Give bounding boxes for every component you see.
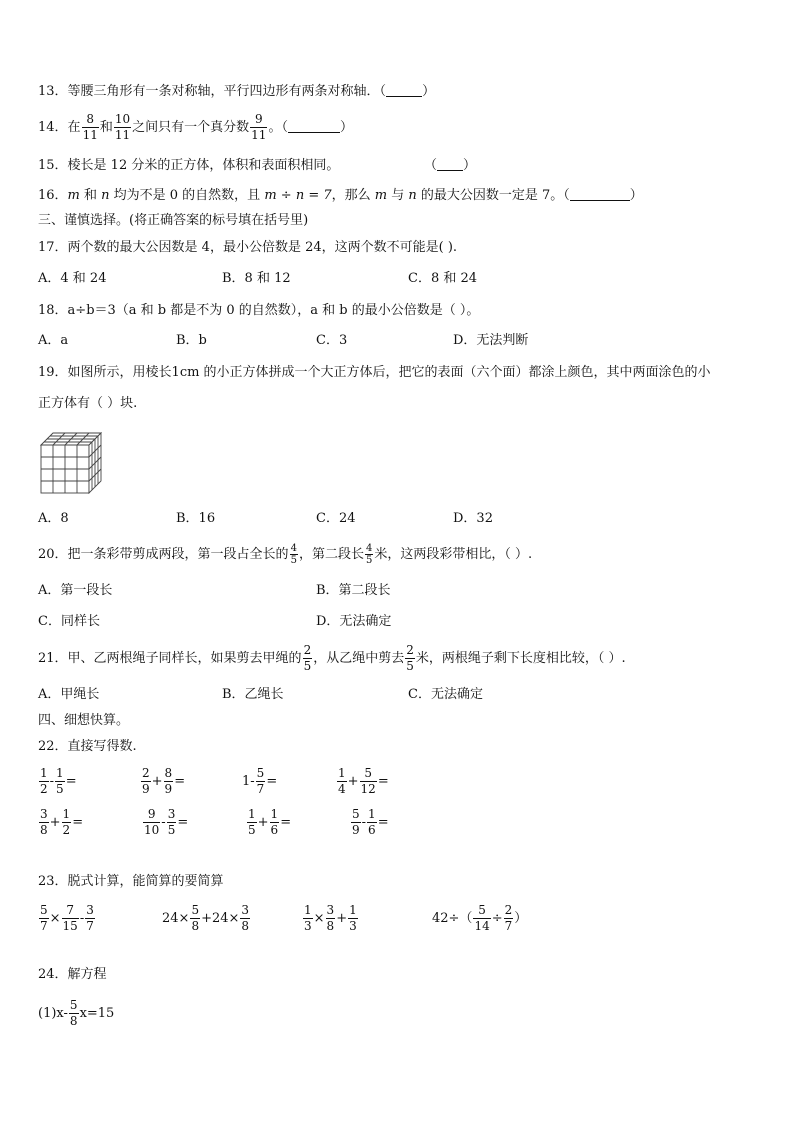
- q23-expr-d: 42÷（ $\frac{5}{14}$ ÷ $\frac{2}{7}$ ）: [432, 903, 528, 933]
- question-21: [38, 643, 626, 675]
- answer-blank[interactable]: [386, 84, 422, 97]
- question-16: [38, 188, 643, 204]
- option-c[interactable]: C．无法确定: [408, 687, 483, 702]
- q15-open: （: [424, 158, 438, 173]
- fraction: $\frac{4}{5}$: [290, 543, 297, 566]
- question-18: [38, 303, 479, 319]
- q22-expr-6: $\frac{9}{10}$ - $\frac{3}{5}$ =: [144, 807, 189, 837]
- option-c[interactable]: C．24: [316, 511, 356, 526]
- answer-blank[interactable]: [570, 188, 630, 201]
- question-24: [38, 967, 107, 983]
- option-a[interactable]: A．a: [38, 333, 69, 348]
- q16-text: ，那么: [331, 188, 375, 203]
- var-m: m: [374, 188, 388, 203]
- option-d[interactable]: D．32: [453, 511, 493, 526]
- fraction: $\frac{2}{5}$: [406, 643, 414, 673]
- q23-text: 脱式计算，能简算的要简算: [67, 874, 224, 889]
- q21-text: 甲、乙两根绳子同样长，如果剪去甲绳的: [67, 651, 302, 666]
- q22-text: 直接写得数.: [67, 739, 137, 754]
- var-n: n: [408, 188, 417, 203]
- option-c[interactable]: C．同样长: [38, 614, 100, 629]
- option-a[interactable]: A．甲绳长: [38, 687, 100, 702]
- q19-text: 如图所示，用棱长1cm 的小正方体拼成一个大正方体后，把它的表面（六个面）都涂上颜色，其中两面涂色的小: [67, 365, 711, 380]
- q22-expr-7: $\frac{1}{5}$ + $\frac{1}{6}$ =: [248, 807, 292, 837]
- q14-text: 之间只有一个真分数: [132, 120, 250, 135]
- option-b[interactable]: B．b: [176, 333, 207, 348]
- q17-text: 两个数的最大公因数是 4，最小公倍数是 24，这两个数不可能是( ).: [67, 240, 458, 255]
- option-b[interactable]: B．乙绳长: [222, 687, 284, 702]
- option-a[interactable]: A．第一段长: [38, 583, 113, 598]
- option-a[interactable]: A．8: [38, 511, 69, 526]
- q18-text: a÷b＝3（a 和 b 都是不为 0 的自然数），a 和 b 的最小公倍数是（ ）。: [67, 303, 480, 318]
- question-23: [38, 874, 224, 890]
- fraction: $\frac{4}{5}$: [365, 543, 373, 566]
- q16-number: 16．: [38, 188, 68, 203]
- q23-expr-b: 24× $\frac{5}{8}$ +24× $\frac{3}{8}$: [162, 903, 250, 933]
- q14-close: ）: [339, 120, 353, 135]
- q24-text: 解方程: [67, 967, 107, 982]
- q16-expression: m ÷ n = 7: [264, 188, 332, 203]
- var-n: n: [101, 188, 110, 203]
- q13-text: 等腰三角形有一条对称轴，平行四边形有两条对称轴．（: [67, 84, 387, 99]
- option-a[interactable]: A．4 和 24: [38, 271, 107, 286]
- q24-number: 24．: [38, 967, 68, 982]
- q19-number: 19．: [38, 365, 68, 380]
- q23-expr-c: $\frac{1}{3}$ × $\frac{3}{8}$ + $\frac{1}{3}$: [304, 903, 357, 933]
- fraction: $\frac{8}{11}$: [82, 112, 98, 142]
- q19-text-line2: 正方体有（ ）块.: [38, 396, 138, 411]
- q15-answer: [424, 158, 476, 174]
- q16-text: 的最大公因数一定是 7。（: [416, 188, 570, 203]
- q16-text: 与: [387, 188, 409, 203]
- question-19: [38, 365, 711, 381]
- q14-text: 。（: [268, 120, 288, 135]
- cube-figure: [40, 432, 104, 494]
- q23-expr-a: $\frac{5}{7}$ × $\frac{7}{15}$ - $\frac{3}{7}$: [40, 903, 94, 933]
- section-4-heading: 四、细想快算。: [38, 713, 130, 728]
- question-22: [38, 739, 137, 755]
- option-c[interactable]: C．3: [316, 333, 348, 348]
- question-15: [38, 158, 339, 174]
- q14-number: 14．: [38, 120, 68, 135]
- q22-expr-1: $\frac{1}{2}$ - $\frac{1}{5}$ =: [40, 766, 77, 796]
- q16-text: 均为不是 0 的自然数，且: [109, 188, 265, 203]
- q20-text: ，第二段长: [298, 547, 364, 562]
- fraction: $\frac{2}{5}$: [303, 643, 312, 673]
- q20-number: 20．: [38, 547, 68, 562]
- q16-text: 和: [79, 188, 102, 203]
- q21-number: 21．: [38, 651, 68, 666]
- q21-text: 米，两根绳子剩下长度相比较，（ ）.: [415, 651, 626, 666]
- option-d[interactable]: D．无法判断: [453, 333, 529, 348]
- q22-expr-4: $\frac{1}{4}$ + $\frac{5}{12}$ =: [338, 766, 389, 796]
- option-d[interactable]: D．无法确定: [316, 614, 392, 629]
- option-b[interactable]: B．16: [176, 511, 216, 526]
- q15-number: 15．: [38, 158, 68, 173]
- q22-expr-2: $\frac{2}{9}$ + $\frac{8}{9}$ =: [142, 766, 186, 796]
- q14-text: 在: [67, 120, 81, 135]
- q13-number: 13．: [38, 84, 68, 99]
- fraction: $\frac{9}{11}$: [251, 112, 267, 142]
- question-14: [38, 112, 353, 143]
- option-b[interactable]: B．8 和 12: [222, 271, 291, 286]
- q18-number: 18．: [38, 303, 68, 318]
- q17-number: 17．: [38, 240, 68, 255]
- q16-close: ）: [629, 188, 643, 203]
- answer-blank[interactable]: [288, 120, 340, 133]
- fraction: $\frac{10}{11}$: [114, 112, 131, 142]
- answer-blank[interactable]: [437, 158, 463, 171]
- q22-number: 22．: [38, 739, 68, 754]
- q20-text: 把一条彩带剪成两段，第一段占全长的: [67, 547, 289, 562]
- q24-equation-1: (1)x- $\frac{5}{8}$ x=15: [38, 998, 115, 1028]
- q14-text: 和: [99, 120, 113, 135]
- question-13: [38, 84, 435, 100]
- q22-expr-5: $\frac{3}{8}$ + $\frac{1}{2}$ =: [40, 807, 84, 837]
- option-b[interactable]: B．第二段长: [316, 583, 391, 598]
- q15-text: 棱长是 12 分米的正方体，体积和表面积相同。: [67, 158, 340, 173]
- section-3-heading: 三、谨慎选择。(将正确答案的标号填在括号里): [38, 213, 309, 228]
- q22-expr-3: 1- $\frac{5}{7}$ =: [242, 766, 278, 796]
- q20-text: 米，这两段彩带相比，（ ）.: [374, 547, 533, 562]
- q22-expr-8: $\frac{5}{9}$ - $\frac{1}{6}$ =: [352, 807, 389, 837]
- q21-text: ，从乙绳中剪去: [313, 651, 405, 666]
- option-c[interactable]: C．8 和 24: [408, 271, 478, 286]
- question-17: [38, 240, 457, 256]
- q13-close: ）: [422, 84, 436, 99]
- q15-close: ）: [463, 158, 477, 173]
- var-m: m: [67, 188, 80, 203]
- question-20: [38, 540, 532, 570]
- q23-number: 23．: [38, 874, 68, 889]
